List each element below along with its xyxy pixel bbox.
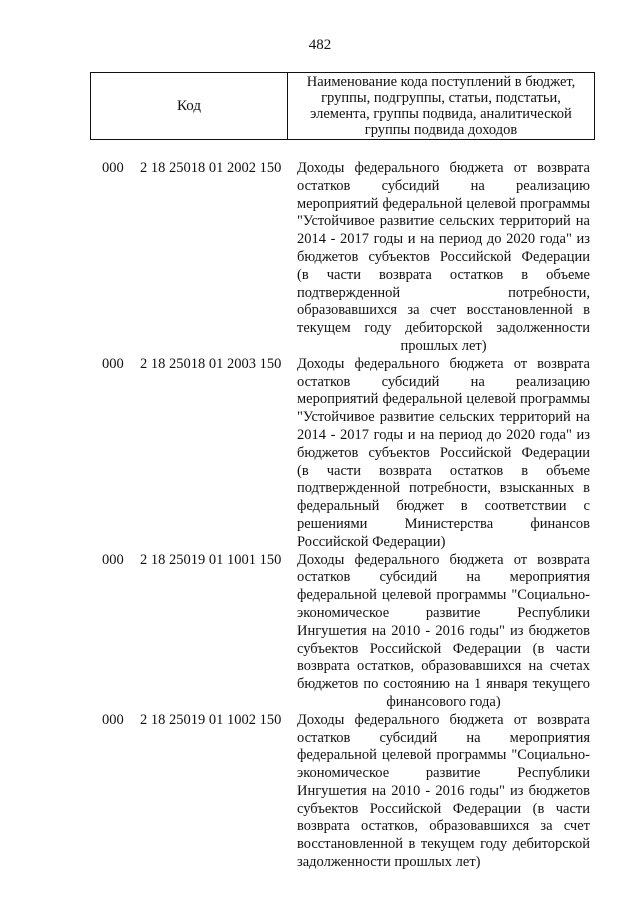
income-code: 2 18 25018 01 2003 150 xyxy=(140,355,282,372)
description-line: возврата остатков, образовавшихся на счетах xyxy=(297,658,590,675)
description-line: решениями Министерства финансов xyxy=(297,515,590,532)
description-line: мероприятий федеральной целевой программы xyxy=(297,195,590,212)
description-line: возврата остатков, образовавшихся за счет xyxy=(297,818,590,835)
description-line: (в части возврата остатков в объеме xyxy=(297,266,590,283)
description-line: подтвержденной потребности, xyxy=(297,284,590,301)
description-line: финансового года) xyxy=(386,693,501,710)
description-line: бюджетов субъектов Российской Федерации xyxy=(297,248,590,265)
description-line: 2014 - 2017 годы и на период до 2020 года" из xyxy=(297,231,590,248)
page-number: 482 xyxy=(308,37,332,53)
income-code: 2 18 25018 01 2002 150 xyxy=(140,160,282,176)
description-line: подтвержденной потребности, взысканных в xyxy=(297,480,590,497)
admin-code: 000 xyxy=(102,160,124,176)
income-codes-list xyxy=(0,160,640,872)
description-line: Доходы федерального бюджета от возврата xyxy=(297,355,590,372)
income-description xyxy=(297,160,590,356)
table-row xyxy=(0,712,640,872)
description-line: восстановленной в текущем году дебиторской xyxy=(297,836,590,853)
description-line: остатков субсидий на мероприятия xyxy=(297,729,590,746)
income-description xyxy=(297,552,590,712)
description-line: бюджетов субъектов Российской Федерации xyxy=(297,444,590,461)
description-line: текущем году дебиторской задолженности xyxy=(297,320,590,337)
description-line: задолженности прошлых лет) xyxy=(297,854,481,871)
description-line: остатков субсидий на реализацию xyxy=(297,177,590,194)
admin-code: 000 xyxy=(102,551,124,568)
description-line: бюджетов по состоянию на 1 января текущего xyxy=(297,676,590,693)
description-line: остатков субсидий на реализацию xyxy=(297,373,590,390)
table-row xyxy=(0,160,640,356)
income-description xyxy=(297,356,590,552)
description-line: Доходы федерального бюджета от возврата xyxy=(297,160,590,176)
income-code: 2 18 25019 01 1001 150 xyxy=(140,551,282,568)
description-line: федеральной целевой программы "Социально- xyxy=(297,747,590,764)
description-line: Ингушетия на 2010 - 2016 годы" из бюджетов xyxy=(297,782,590,799)
description-line: федеральный бюджет в соответствии с xyxy=(297,498,590,515)
description-line: "Устойчивое развитие сельских территорий на xyxy=(297,213,590,230)
admin-code: 000 xyxy=(102,355,124,372)
description-line: мероприятий федеральной целевой программы xyxy=(297,391,590,408)
description-line: экономическое развитие Республики xyxy=(297,604,590,621)
description-line: Российской Федерации) xyxy=(297,533,446,550)
description-line: Доходы федерального бюджета от возврата xyxy=(297,711,590,728)
description-line: Доходы федерального бюджета от возврата xyxy=(297,551,590,568)
description-line: 2014 - 2017 годы и на период до 2020 года" из xyxy=(297,426,590,443)
description-line: субъектов Российской Федерации (в части xyxy=(297,640,590,657)
description-line: Ингушетия на 2010 - 2016 годы" из бюджетов xyxy=(297,622,590,639)
description-line: субъектов Российской Федерации (в части xyxy=(297,800,590,817)
description-line: прошлых лет) xyxy=(400,337,487,354)
header-code-cell: Код xyxy=(91,73,288,139)
description-line: "Устойчивое развитие сельских территорий на xyxy=(297,409,590,426)
description-line: (в части возврата остатков в объеме xyxy=(297,462,590,479)
description-line: образовавшихся за счет восстановленной в xyxy=(297,302,590,319)
table-row xyxy=(0,552,640,712)
income-description xyxy=(297,712,590,872)
income-code: 2 18 25019 01 1002 150 xyxy=(140,711,282,728)
description-line: остатков субсидий на мероприятия xyxy=(297,569,590,586)
description-line: экономическое развитие Республики xyxy=(297,765,590,782)
table-header xyxy=(90,72,595,140)
table-row xyxy=(0,356,640,552)
description-line: федеральной целевой программы "Социально- xyxy=(297,587,590,604)
admin-code: 000 xyxy=(102,711,124,728)
header-name-cell: Наименование кода поступлений в бюджет, группы, подгруппы, статьи, подстатьи, элемента, группы подвида, аналитической группы подвида доходов xyxy=(306,74,576,138)
